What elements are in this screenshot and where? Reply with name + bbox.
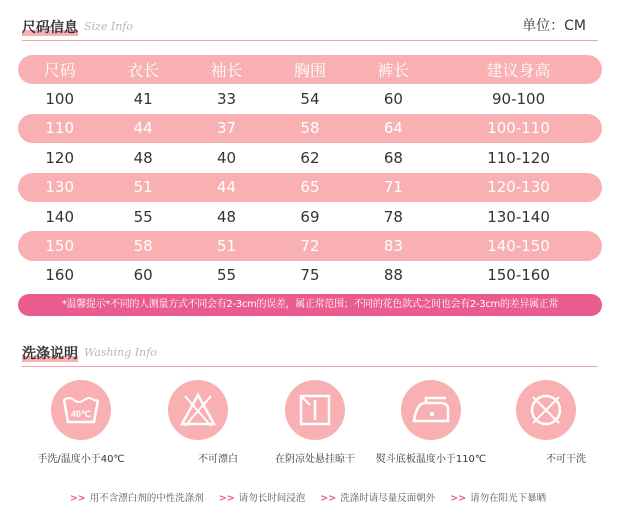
wash-label: 不可干洗 xyxy=(546,454,586,465)
tip-marker: >> xyxy=(218,493,235,504)
unit-label: 单位：CM xyxy=(522,18,586,34)
iron-icon xyxy=(401,380,461,440)
table-cell: 40 xyxy=(217,148,237,167)
table-cell: 60 xyxy=(133,266,153,285)
wash-item xyxy=(506,380,586,466)
column-header: 袖长 xyxy=(185,55,268,84)
table-cell: 120-130 xyxy=(435,173,602,202)
table-cell: 62 xyxy=(300,148,320,167)
wash-40-icon xyxy=(51,380,111,440)
care-tip: >> 请勿长时间浸泡 xyxy=(218,493,306,504)
table-cell: 75 xyxy=(300,266,320,285)
table-cell: 58 xyxy=(101,231,184,260)
size-table-header xyxy=(18,55,602,84)
divider xyxy=(22,40,598,41)
wash-section-subtitle: Washing Info xyxy=(84,346,157,359)
table-cell: 58 xyxy=(268,114,351,143)
table-cell: 100-110 xyxy=(435,114,602,143)
table-cell: 140-150 xyxy=(435,231,602,260)
tip-marker: >> xyxy=(450,493,467,504)
wash-label: 不可漂白 xyxy=(198,454,238,465)
table-cell: 130-140 xyxy=(487,207,550,226)
table-cell: 110-120 xyxy=(487,148,550,167)
table-cell: 83 xyxy=(352,231,435,260)
size-section-subtitle: Size Info xyxy=(84,20,133,33)
wash-temp-text: 40℃ xyxy=(70,409,92,419)
table-cell: 78 xyxy=(383,207,403,226)
table-cell: 160 xyxy=(45,266,75,285)
table-row xyxy=(18,261,602,290)
table-cell: 54 xyxy=(300,90,320,109)
care-tip: >> 用不含漂白剂的中性洗涤剂 xyxy=(69,493,204,504)
size-section-title: 尺码信息 xyxy=(22,17,78,37)
table-cell: 130 xyxy=(18,173,101,202)
table-cell: 64 xyxy=(352,114,435,143)
wash-section-title: 洗涤说明 xyxy=(22,343,78,363)
no-dry-clean-icon xyxy=(516,380,576,440)
table-cell: 51 xyxy=(101,173,184,202)
table-cell: 90-100 xyxy=(491,90,546,109)
no-bleach-icon xyxy=(168,380,228,440)
table-cell: 60 xyxy=(383,90,403,109)
table-cell: 41 xyxy=(133,90,153,109)
wash-label: 在阴凉处悬挂晾干 xyxy=(275,454,355,465)
column-header: 裤长 xyxy=(352,55,435,84)
tip-marker: >> xyxy=(69,493,86,504)
wash-item xyxy=(158,380,238,466)
table-cell: 100 xyxy=(45,90,75,109)
table-row xyxy=(18,143,602,172)
column-header: 建议身高 xyxy=(435,55,602,84)
table-cell: 37 xyxy=(185,114,268,143)
table-cell: 71 xyxy=(352,173,435,202)
care-tip: >> 请勿在阳光下暴晒 xyxy=(450,493,547,504)
table-cell: 44 xyxy=(101,114,184,143)
table-cell: 120 xyxy=(45,148,75,167)
table-row xyxy=(18,173,602,202)
table-row xyxy=(18,202,602,231)
table-cell: 150-160 xyxy=(487,266,550,285)
care-tip: >> 洗涤时请尽量反面朝外 xyxy=(320,493,436,504)
measurement-note: *温馨提示*不同的人测量方式不同会有2-3cm的误差，属正常范围；不同的花色款式之间也会有2-3cm的差异属正常 xyxy=(18,294,602,316)
wash-label: 熨斗底板温度小于110℃ xyxy=(375,454,487,465)
table-cell: 44 xyxy=(185,173,268,202)
table-cell: 55 xyxy=(133,207,153,226)
care-tips xyxy=(0,490,620,504)
table-cell: 150 xyxy=(18,231,101,260)
hang-dry-shade-icon xyxy=(285,380,345,440)
wash-item xyxy=(375,380,487,466)
table-cell: 33 xyxy=(217,90,237,109)
table-cell: 88 xyxy=(383,266,403,285)
table-cell: 48 xyxy=(133,148,153,167)
table-cell: 48 xyxy=(217,207,237,226)
wash-label: 手洗/温度小于40℃ xyxy=(37,454,125,465)
divider xyxy=(22,366,598,367)
wash-item xyxy=(37,380,125,466)
table-cell: 110 xyxy=(18,114,101,143)
table-cell: 68 xyxy=(383,148,403,167)
wash-item xyxy=(275,380,355,466)
column-header: 衣长 xyxy=(101,55,184,84)
column-header: 尺码 xyxy=(18,55,101,84)
column-header: 胸围 xyxy=(268,55,351,84)
table-cell: 55 xyxy=(217,266,237,285)
tip-marker: >> xyxy=(320,493,337,504)
table-cell: 69 xyxy=(300,207,320,226)
size-table xyxy=(18,55,602,290)
table-cell: 65 xyxy=(268,173,351,202)
table-row xyxy=(18,114,602,143)
table-cell: 140 xyxy=(45,207,75,226)
table-row xyxy=(18,84,602,113)
table-cell: 72 xyxy=(268,231,351,260)
table-row xyxy=(18,231,602,260)
table-cell: 51 xyxy=(185,231,268,260)
